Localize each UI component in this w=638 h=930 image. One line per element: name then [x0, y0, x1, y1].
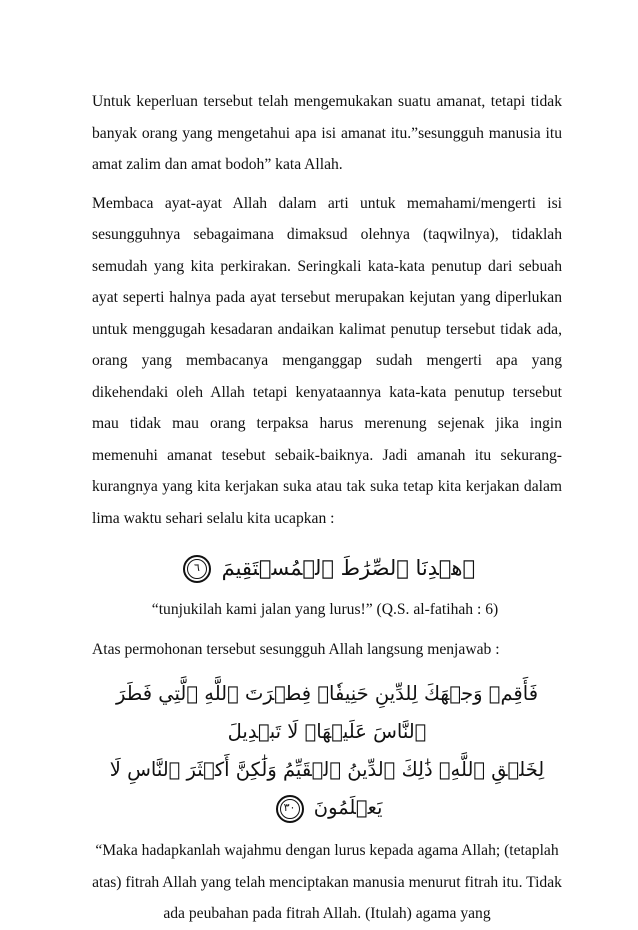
- paragraph-reading-verses: Membaca ayat-ayat Allah dalam arti untuk memahami/mengerti isi sesungguhnya sebagaimana dimaksud olehnya (taqwilnya), tidaklah semudah yang kita perkirakan. Seringkali kata-kata penutup dari sebuah ayat seperti halnya pada ayat tersebut merupakan kejutan yang diperlukan untuk menggugah kesadaran andaikan kalimat penutup tersebut tidak ada, orang yang membacanya menganggap sudah mengerti apa yang dikehendaki oleh Allah tetapi kenyataannya kata-kata penutup tersebut mau tidak mau orang terpaksa harus merenung sejenak jika ingin memenuhi amanat tesebut sebaik-baiknya. Jadi amanah itu sekurang-kurangnya yang kita kerjakan suka atau tak suka tetap kita kerjakan dalam lima waktu sehari selalu kita ucapkan :: [92, 194, 562, 527]
- ayah-number-icon: ٣٠: [276, 795, 304, 823]
- ayah-number-icon: ٦: [183, 555, 211, 583]
- translation-ar-rum: “Maka hadapkanlah wajahmu dengan lurus kepada agama Allah; (tetaplah atas) fitrah Allah yang telah menciptakan manusia menurut fitrah itu. Tidak ada peubahan pada fitrah Allah. (Itulah) agama yang: [92, 842, 562, 922]
- translation-al-fatihah: “tunjukilah kami jalan yang lurus!” (Q.S. al-fatihah : 6): [151, 601, 499, 618]
- arabic-verse-ar-rum: [92, 675, 562, 827]
- arabic-verse-line-1: فَأَقِمۡ وَجۡهَكَ لِلدِّينِ حَنِيفٗاۚ فِطۡرَتَ ٱللَّهِ ٱلَّتِي فَطَرَ ٱلنَّاسَ عَلَيۡهَاۚ لَا تَبۡدِيلَ: [115, 682, 539, 743]
- paragraph-request-answer: Atas permohonan tersebut sesungguh Allah langsung menjawab :: [92, 640, 500, 658]
- arabic-verse-al-fatihah: [92, 548, 562, 588]
- arabic-verse-text: ٱهۡدِنَا ٱلصِّرَٰطَ ٱلۡمُسۡتَقِيمَ: [221, 556, 476, 580]
- arabic-verse-line-2: لِخَلۡقِ ٱللَّهِۚ ذَٰلِكَ ٱلدِّينُ ٱلۡقَيِّمُ وَلَٰكِنَّ أَكۡثَرَ ٱلنَّاسِ لَا يَعۡلَمُونَ: [109, 758, 545, 819]
- arabic-verse-line-2-wrapper: [92, 751, 562, 827]
- paragraph-intro: Untuk keperluan tersebut telah mengemukakan suatu amanat, tetapi tidak banyak orang yang mengetahui apa isi amanat itu.”sesungguh manusia itu amat zalim dan amat bodoh” kata Allah.: [92, 93, 562, 173]
- document-body: [92, 86, 562, 930]
